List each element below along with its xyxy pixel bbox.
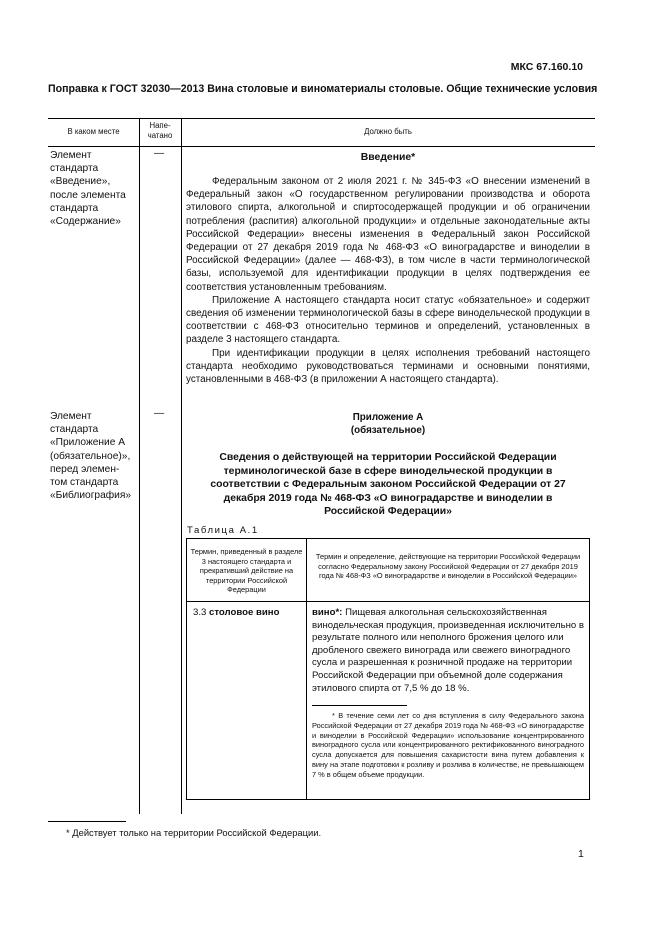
definition-text: Пищевая алкогольная сельскохозяйственная винодельческая продукция, произведенная исключительно в результате полного или неполного брожения целого или дробленого свежего винограда или свежего виноградного сусла и разрешенная к розничной продаже на территории Российской Федерации при объемной доле содержания этилового спирта от 7,5 % до 18 %. (312, 607, 584, 694)
definition-cell (312, 607, 584, 695)
header-printed: Напе- чатано (147, 121, 173, 140)
header-should-be: Должно быть (364, 127, 412, 136)
appendix-title: Приложение А (352, 412, 424, 423)
inner-column-divider (306, 539, 307, 799)
term-number: 3.3 (193, 607, 207, 618)
row2-printed: — (154, 408, 165, 419)
inner-table (186, 538, 590, 800)
inner-col2-header: Термин и определение, действующие на территории Российской Федерации согласно Федеральному закону Российской Федерации от 27 декабря 2019 года № 468-ФЗ «О виноградарстве и виноделии в Российской Федерации» (315, 552, 581, 581)
row2-location: Элемент стандарта «Приложение А (обязательное)», перед элемен- том стандарта «Библиография» (50, 411, 132, 502)
intro-paragraph-2: Приложение А настоящего стандарта носит статус «обязательное» и содержит сведения об изменении терминологической базы в сфере винодельческой продукции в соответствии с 468-ФЗ относительно терминов и определений, установленных в разделе 3 настоящего стандарта. (186, 294, 590, 346)
definition-term: вино*: (312, 607, 343, 618)
intro-paragraph-3: При идентификации продукции в целях исполнения требований настоящего стандарта необходимо руководствоваться терминами и основными понятиями, установленными в 468-ФЗ (в приложении А настоящего стандарта). (186, 347, 590, 386)
appendix-heading: Сведения о действующей на территории Российской Федерации терминологической базе в сфере винодельческой продукции в соответствии с Федеральным законом Российской Федерации от 27 декабря 2019 года № 468-ФЗ «О виноградарстве и виноделии в Российской Федерации» (210, 452, 566, 518)
page-footnote: * Действует только на территории Российской Федерации. (66, 827, 322, 838)
classification-code: МКС 67.160.10 (510, 61, 583, 73)
appendix-status: (обязательное) (350, 425, 426, 436)
introduction-text (186, 175, 590, 386)
table-top-rule (48, 118, 595, 119)
term-cell (193, 607, 303, 620)
row1-printed: — (154, 148, 165, 159)
note-separator (312, 705, 407, 706)
definition-note (312, 711, 584, 780)
inner-header-rule (187, 601, 589, 602)
row1-location: Элемент стандарта «Введение», после элемента стандарта «Содержание» (50, 150, 126, 228)
table-label: Таблица А.1 (187, 525, 259, 536)
column-divider-2 (181, 118, 182, 814)
page-number: 1 (578, 848, 584, 860)
header-where: В каком месте (67, 127, 120, 136)
intro-paragraph-1: Федеральным законом от 2 июля 2021 г. № 345-ФЗ «О внесении изменений в Федеральный закон «О государственном регулировании производства и оборота этилового спирта, алкогольной и спиртосодержащей продукции и об ограничении потребления (распития) алкогольной продукции» и отдельные законодательные акты Российской Федерации» внесены изменения в Федеральный закон Российской Федерации от 27 декабря 2019 года № 468-ФЗ «О виноградарстве и виноделии в Российской Федерации» (далее — 468-ФЗ), в том числе в части терминологической базы, используемой для идентификации продукции в целях подтверждения ее соответствия установленным требованиям. (186, 176, 590, 293)
footnote-separator (48, 821, 126, 822)
introduction-heading: Введение* (360, 152, 416, 163)
column-divider-1 (139, 118, 140, 814)
term-name: столовое вино (209, 607, 280, 618)
document-title: Поправка к ГОСТ 32030—2013 Вина столовые и виноматериалы столовые. Общие технические условия (48, 83, 598, 95)
table-header-rule (48, 146, 595, 147)
definition-note-text: * В течение семи лет со дня вступления в силу Федерального закона Российской Федерации от 27 декабря 2019 года № 468-ФЗ «О виноградарстве и виноделии в Российской Федерации» использование концентрированного виноградного сусла или концентрированного ректификованного виноградного сусла допускается для повышения сахаристости вина путем добавления к вину на этапе подготовки к розливу и розлива в количестве, не превышающем 7 % в общем объеме продукции. (312, 711, 584, 779)
inner-col1-header: Термин, приведенный в разделе 3 настоящего стандарта и прекративший действие на территории Российской Федерации (190, 547, 303, 595)
